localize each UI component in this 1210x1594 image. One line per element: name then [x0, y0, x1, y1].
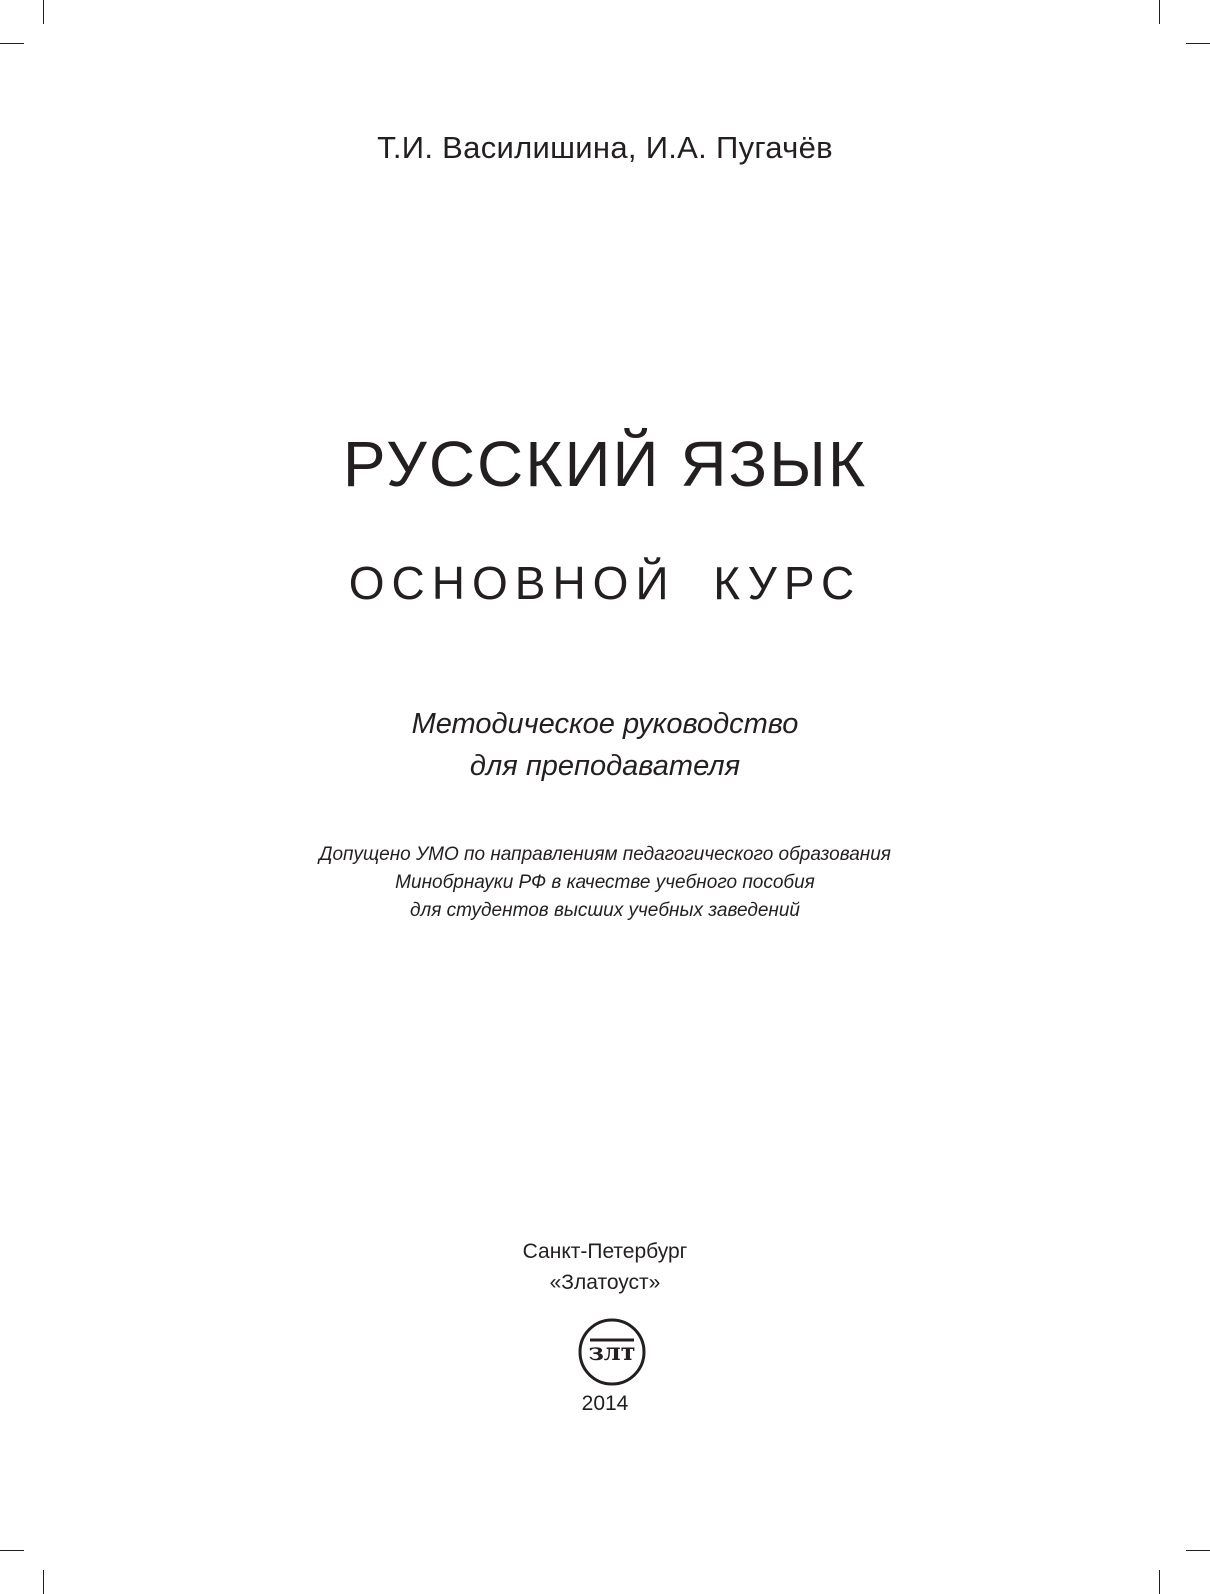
approval-line: для студентов высших учебных заведений	[410, 900, 800, 921]
approval-note	[0, 841, 1210, 925]
book-genre	[0, 703, 1210, 787]
publication-city: Санкт-Петербург	[522, 1240, 688, 1263]
crop-mark-top-right-horizontal	[1186, 43, 1210, 44]
authors: Т.И. Василишина, И.А. Пугачёв	[377, 130, 833, 165]
approval-line: Минобрнауки РФ в качестве учебного пособия	[395, 872, 815, 893]
zlatoust-logo-icon	[576, 1316, 648, 1388]
crop-mark-bottom-right-horizontal	[1186, 1550, 1210, 1551]
publication-year: 2014	[581, 1392, 629, 1415]
crop-mark-top-left-horizontal	[0, 43, 24, 44]
imprint	[0, 1236, 1210, 1298]
book-title: РУССКИЙ ЯЗЫК	[342, 428, 868, 500]
genre-line: Методическое руководство	[411, 708, 799, 740]
crop-mark-bottom-left-vertical	[43, 1570, 44, 1594]
logo-lettering: злт	[588, 1337, 636, 1366]
genre-line: для преподавателя	[469, 750, 741, 782]
crop-mark-top-left-vertical	[43, 0, 44, 24]
book-subtitle: ОСНОВНОЙ КУРС	[348, 557, 862, 609]
approval-line: Допущено УМО по направлениям педагогического образования	[319, 844, 891, 865]
publisher-name: «Златоуст»	[549, 1271, 661, 1294]
crop-mark-top-right-vertical	[1159, 0, 1160, 24]
crop-mark-bottom-left-horizontal	[0, 1550, 24, 1551]
crop-mark-bottom-right-vertical	[1159, 1570, 1160, 1594]
